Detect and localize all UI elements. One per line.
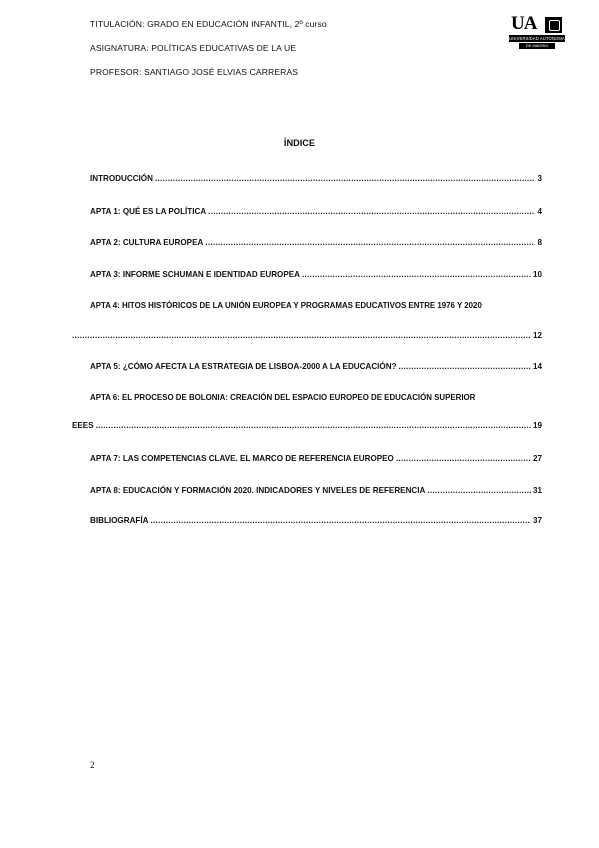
toc-entry-page: 37 xyxy=(532,516,542,525)
toc-leader xyxy=(155,174,536,183)
toc-entry-bibliografia[interactable] xyxy=(90,516,542,525)
toc-entry-apta-6-label[interactable] xyxy=(90,393,542,402)
toc-leader xyxy=(399,362,531,371)
document-header xyxy=(90,14,327,86)
toc-entry-apta-3[interactable] xyxy=(90,270,542,279)
logo-line-2: DE MADRID xyxy=(519,43,555,49)
logo-mark xyxy=(509,13,565,34)
toc-leader xyxy=(396,454,531,463)
logo-line-1: UNIVERSIDAD AUTONOMA xyxy=(509,36,565,41)
header-asignatura: ASIGNATURA: POLÍTICAS EDUCATIVAS DE LA UE xyxy=(90,43,297,53)
toc-leader xyxy=(208,207,535,216)
university-logo xyxy=(509,13,565,50)
toc-title: ÍNDICE xyxy=(283,138,316,148)
toc-entry-label: APTA 1: QUÉ ES LA POLÍTICA xyxy=(90,207,207,216)
toc-entry-apta-4-page[interactable] xyxy=(72,331,542,340)
toc-entry-apta-4-label[interactable] xyxy=(90,301,542,310)
toc-entry-apta-5[interactable] xyxy=(90,362,542,371)
toc-leader xyxy=(72,331,531,340)
toc-leader xyxy=(302,270,531,279)
toc-leader xyxy=(150,516,531,525)
toc-entry-label: APTA 3: INFORME SCHUMAN E IDENTIDAD EUROPEA xyxy=(90,270,300,279)
toc-entry-apta-8[interactable] xyxy=(90,486,542,495)
toc-entry-page: 8 xyxy=(537,238,542,247)
toc-entry-apta-6-page[interactable] xyxy=(72,421,542,430)
toc-entry-label: BIBLIOGRAFÍA xyxy=(90,516,149,525)
toc-leader xyxy=(205,238,535,247)
toc-entry-apta-2[interactable] xyxy=(90,238,542,247)
toc-entry-label: APTA 7: LAS COMPETENCIAS CLAVE. EL MARCO DE REFERENCIA EUROPEO xyxy=(90,454,394,463)
toc-entry-label: APTA 4: HITOS HISTÓRICOS DE LA UNIÓN EUROPEA Y PROGRAMAS EDUCATIVOS ENTRE 1976 Y 2020 xyxy=(90,301,482,310)
toc-entry-label: INTRODUCCIÓN xyxy=(90,174,153,183)
toc-entry-introduccion[interactable] xyxy=(90,174,542,183)
toc-entry-apta-7[interactable] xyxy=(90,454,542,463)
toc-entry-apta-1[interactable] xyxy=(90,207,542,216)
toc-entry-page: 4 xyxy=(537,207,542,216)
toc-entry-label-cont: EEES xyxy=(72,421,94,430)
toc-leader xyxy=(96,421,531,430)
header-titulacion: TITULACIÓN: GRADO EN EDUCACIÓN INFANTIL, 2º curso xyxy=(90,19,327,29)
logo-initials: UA xyxy=(511,13,537,34)
toc-entry-label: APTA 5: ¿CÓMO AFECTA LA ESTRATEGIA DE LISBOA-2000 A LA EDUCACIÓN? xyxy=(90,362,397,371)
page-number: 2 xyxy=(90,760,95,770)
toc-entry-page: 14 xyxy=(532,362,542,371)
toc-entry-page: 12 xyxy=(532,331,542,340)
header-profesor: PROFESOR: SANTIAGO JOSÉ ELVIAS CARRERAS xyxy=(90,67,299,77)
toc-entry-label: APTA 2: CULTURA EUROPEA xyxy=(90,238,204,247)
crest-icon xyxy=(545,17,562,33)
toc-entry-label: APTA 8: EDUCACIÓN Y FORMACIÓN 2020. INDICADORES Y NIVELES DE REFERENCIA xyxy=(90,486,426,495)
toc-entry-page: 19 xyxy=(532,421,542,430)
toc-entry-label: APTA 6: EL PROCESO DE BOLONIA: CREACIÓN DEL ESPACIO EUROPEO DE EDUCACIÓN SUPERIOR xyxy=(90,393,476,402)
toc-leader xyxy=(427,486,531,495)
toc-entry-page: 10 xyxy=(532,270,542,279)
toc-entry-page: 31 xyxy=(532,486,542,495)
toc-entry-page: 27 xyxy=(532,454,542,463)
toc-entry-page: 3 xyxy=(537,174,542,183)
